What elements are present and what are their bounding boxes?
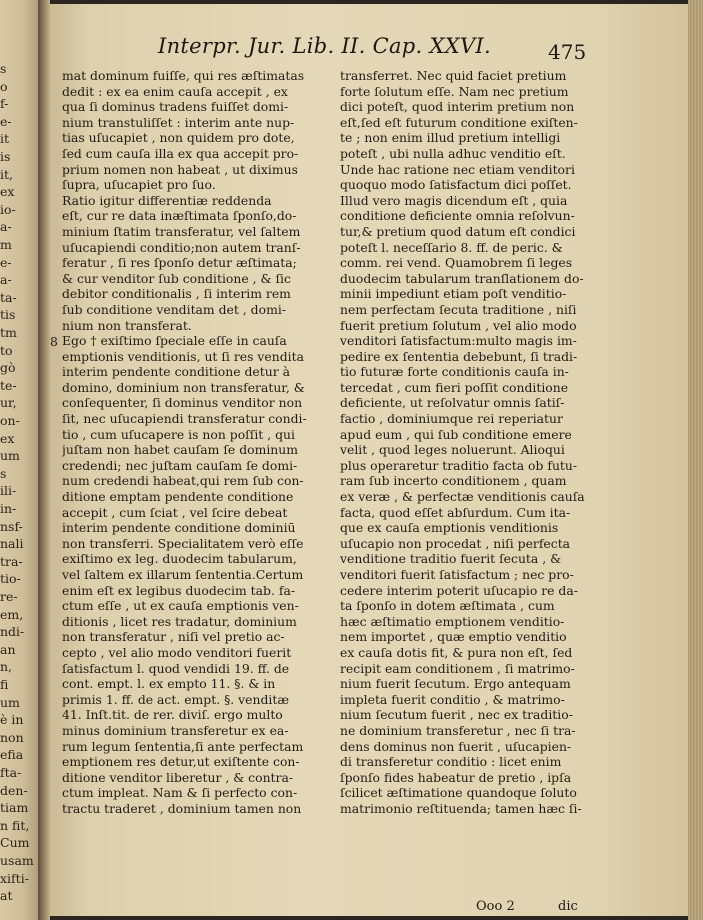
- page-number: 475: [548, 40, 587, 64]
- left-page-text-fragment: io-: [0, 202, 16, 217]
- text-line: ſatisfactum l. quod vendidi 19. ff. de: [62, 660, 290, 676]
- text-line: cepto , vel alio modo venditori fuerit: [62, 644, 292, 660]
- left-page-text-fragment: um: [0, 449, 20, 464]
- text-line: pedire ex ſententia debebunt, ſi tradi-: [340, 348, 578, 364]
- left-page-text-fragment: a-: [0, 220, 12, 235]
- text-line: te ; non enim illud pretium intelligi: [340, 130, 561, 146]
- left-page-text-fragment: ta-: [0, 290, 17, 305]
- text-line: juſtam non habet cauſam ſe dominum: [62, 442, 299, 458]
- text-line: ſcilicet æſtimatione quandoque ſoluto: [340, 785, 577, 801]
- text-line: uſucapiendi conditio;non autem tranſ-: [62, 239, 301, 255]
- text-line: ex cauſa dotis fit, & pura non eſt, ſed: [340, 644, 573, 660]
- signature-mark: Ooo 2: [476, 899, 515, 914]
- right-text-column: [340, 68, 620, 817]
- text-line: Ratio igitur differentiæ reddenda: [62, 192, 272, 208]
- left-page-text-fragment: em,: [0, 607, 24, 622]
- text-line: venditione traditio fuerit ſecuta , &: [340, 551, 562, 567]
- left-page-text-fragment: on-: [0, 414, 20, 428]
- text-line: venditori ſatisfactum:multo magis im-: [340, 333, 577, 349]
- text-line: tias uſucapiet , non quidem pro dote,: [62, 130, 295, 146]
- text-line: ſupra, uſucapiet pro ſuo.: [62, 177, 216, 193]
- text-line: tur,& pretium quod datum eſt condici: [340, 223, 576, 239]
- left-page-text-fragment: e-: [0, 255, 12, 270]
- text-line: ditione venditor liberetur , & contra-: [62, 769, 294, 785]
- text-line: primis 1. ff. de act. empt. §. venditæ: [62, 691, 289, 707]
- text-line: ctum eſſe , ut ex cauſa emptionis ven-: [62, 598, 299, 614]
- text-line: minii impediunt etiam poſt venditio-: [340, 286, 567, 302]
- page-edge: [688, 0, 703, 920]
- text-line: que ex cauſa emptionis venditionis: [340, 520, 559, 536]
- text-line: cedere interim poterit uſucapio re da-: [340, 582, 578, 598]
- running-header: Interpr. Jur. Lib. II. Cap. XXVI.: [158, 34, 491, 58]
- text-line: comm. rei vend. Quamobrem ſi leges: [340, 255, 573, 271]
- text-line: duodecim tabularum tranſlationem do-: [340, 270, 584, 286]
- text-line: ſponſo fides habeatur de pretio , ipſa: [340, 769, 572, 785]
- left-page-text-fragment: ur,: [0, 396, 17, 411]
- text-line: tio futuræ forte conditionis cauſa in-: [340, 364, 569, 380]
- left-page-text-fragment: e-: [0, 114, 12, 129]
- text-line: minus dominium transferetur ex ea-: [62, 722, 289, 738]
- text-line: emptionem res detur,ut exiſtente con-: [62, 754, 300, 770]
- text-line: exiſtimo ex leg. duodecim tabularum,: [62, 551, 297, 567]
- catchword: dic: [558, 899, 578, 914]
- text-line: credendi; nec juſtam cauſam ſe domi-: [62, 457, 298, 473]
- left-page-text-fragment: nali: [0, 537, 24, 552]
- text-line: fuerit pretium ſolutum , vel alio modo: [340, 317, 577, 333]
- left-page-text-fragment: fi: [0, 678, 9, 692]
- text-line: recipit eam conditionem , ſi matrimo-: [340, 660, 575, 676]
- text-line: tercedat , cum fieri poſſit conditione: [340, 379, 569, 395]
- text-line: impleta fuerit conditio , & matrimo-: [340, 691, 565, 707]
- left-page-text-fragment: usam: [0, 854, 34, 868]
- text-line: conditione deficiente omnia reſolvun-: [340, 208, 575, 224]
- text-line: enim eſt ex legibus duodecim tab. fa-: [62, 582, 296, 598]
- text-line: 41. Inſt.tit. de rer. diviſ. ergo multo: [62, 707, 283, 723]
- text-line: emptionis venditionis, ut ſi res vendita: [62, 348, 304, 364]
- text-line: eſt,ſed eſt futurum conditione exiſten-: [340, 114, 578, 130]
- left-page-text-fragment: ili-: [0, 484, 17, 499]
- margin-number: 8: [50, 334, 58, 349]
- text-line: cont. empt. l. ex empto 11. §. & in: [62, 676, 276, 692]
- text-line: poteſt l. neceſſario 8. ff. de peric. &: [340, 239, 563, 255]
- left-page-text-fragment: tiam: [0, 801, 29, 816]
- text-line: dens dominus non fuerit , uſucapien-: [340, 738, 572, 754]
- left-page-text-fragment: to: [0, 343, 13, 358]
- text-line: interim pendente conditione detur à: [62, 364, 290, 380]
- text-line: qua ſi dominus tradens fuiſſet domi-: [62, 99, 289, 115]
- text-line: facta, quod eſſet abſurdum. Cum ita-: [340, 504, 571, 520]
- left-page-text-fragment: a-: [0, 273, 12, 288]
- text-line: di transferetur conditio : licet enim: [340, 754, 562, 770]
- left-page-text-fragment: ex: [0, 185, 15, 200]
- left-page-text-fragment: is: [0, 150, 11, 164]
- left-page-text-fragment: efia: [0, 748, 24, 763]
- text-line: Ego † exiſtimo ſpeciale eſſe in cauſa: [62, 333, 287, 349]
- left-page-text-fragment: Cum: [0, 836, 30, 851]
- text-line: & cur venditor ſub conditione , & ſic: [62, 270, 291, 286]
- text-line: mat dominum fuiſſe, qui res æſtimatas: [62, 68, 305, 83]
- left-page-text-fragment: nsf-: [0, 519, 23, 534]
- left-page-text-fragment: ex: [0, 431, 15, 446]
- left-page-text-fragment: o: [0, 79, 8, 94]
- text-line: nium transtuliſſet : interim ante nup-: [62, 114, 295, 130]
- text-line: ctum impleat. Nam & ſi perfecto con-: [62, 785, 298, 801]
- text-line: ditionis , licet res tradatur, dominium: [62, 613, 297, 629]
- left-page-text-fragment: at: [0, 889, 13, 904]
- left-page-text-fragment: in-: [0, 502, 17, 516]
- text-line: deficiente, ut reſolvatur omnis ſatiſ-: [340, 395, 565, 411]
- text-line: ne dominium transferetur , nec ſi tra-: [340, 722, 576, 738]
- text-line: non transferri. Specialitatem verò eſſe: [62, 535, 304, 551]
- text-line: num credendi habeat,qui rem ſub con-: [62, 473, 304, 489]
- text-line: nium ſecutum fuerit , nec ex traditio-: [340, 707, 573, 723]
- text-line: vel ſaltem ex illarum ſententia.Certum: [62, 567, 304, 582]
- text-line: domino, dominium non transferatur, &: [62, 379, 305, 395]
- text-line: nium non transferat.: [62, 317, 192, 333]
- text-line: minium ſtatim transferatur, vel ſaltem: [62, 223, 301, 239]
- text-line: factio , dominiumque rei reperiatur: [340, 411, 563, 427]
- left-page-text-fragment: m: [0, 238, 12, 252]
- text-line: dici poteſt, quod interim pretium non: [340, 99, 575, 115]
- text-line: plus operaretur traditio facta ob futu-: [340, 457, 578, 473]
- left-page-text-fragment: den-: [0, 783, 28, 798]
- text-line: Illud vero magis dicendum eſt , quia: [340, 192, 568, 208]
- text-line: ſed cum cauſa illa ex qua accepit pro-: [62, 145, 299, 161]
- left-page-text-fragment: xifti-: [0, 871, 29, 886]
- text-line: ſit, nec uſucapiendi transferatur condi-: [62, 411, 307, 427]
- text-line: feratur , ſi res ſponſo detur æſtimata;: [62, 255, 297, 271]
- text-line: forte ſolutum eſſe. Nam nec pretium: [340, 83, 569, 99]
- text-line: rum legum ſententia,ſi ante perfectam: [62, 738, 304, 754]
- left-page-text-fragment: f-: [0, 97, 9, 112]
- left-page-text-fragment: non: [0, 730, 24, 745]
- text-line: conſequenter, ſi dominus venditor non: [62, 395, 303, 411]
- text-line: ditione emptam pendente conditione: [62, 489, 294, 505]
- left-page-text-fragment: tio-: [0, 572, 21, 587]
- left-page-text-fragment: n fit,: [0, 818, 30, 833]
- left-page-fragment: [0, 0, 38, 920]
- left-page-text-fragment: te-: [0, 378, 17, 393]
- text-line: eſt, cur re data inæſtimata ſponſo,do-: [62, 208, 297, 224]
- left-page-text-fragment: è in: [0, 713, 24, 728]
- text-line: nem perfectam ſecuta traditione , niſi: [340, 301, 577, 317]
- left-page-text-fragment: s: [0, 466, 7, 481]
- text-line: ta ſponſo in dotem æſtimata , cum: [340, 598, 555, 614]
- left-text-column: [62, 68, 334, 817]
- text-line: hæc æſtimatio emptionem venditio-: [340, 613, 565, 629]
- text-line: venditori fuerit ſatisfactum ; nec pro-: [340, 567, 574, 582]
- text-line: tio , cum uſucapere is non poſſit , qui: [62, 426, 295, 442]
- text-line: prium nomen non habeat , ut diximus: [62, 161, 298, 177]
- left-page-text-fragment: re-: [0, 590, 18, 604]
- left-page-text-fragment: tra-: [0, 554, 23, 569]
- left-page-text-fragment: ndi-: [0, 625, 25, 640]
- left-page-text-fragment: gò: [0, 361, 16, 376]
- text-line: debitor conditionalis , ſi interim rem: [62, 286, 291, 302]
- text-line: nem importet , quæ emptio venditio: [340, 629, 567, 645]
- text-line: matrimonio reſtituenda; tamen hæc ſi-: [340, 800, 582, 816]
- text-line: quoquo modo ſatisfactum dici poſſet.: [340, 177, 572, 193]
- book-page: [50, 4, 690, 916]
- text-line: transferret. Nec quid faciet pretium: [340, 68, 567, 83]
- left-page-text-fragment: um: [0, 695, 20, 710]
- text-line: ſub conditione venditam det , domi-: [62, 301, 286, 317]
- text-line: Unde hac ratione nec etiam venditori: [340, 161, 575, 177]
- text-line: tractu traderet , dominium tamen non: [62, 800, 302, 816]
- text-line: nium fuerit ſecutum. Ergo antequam: [340, 676, 571, 692]
- left-page-text-fragment: an: [0, 642, 16, 657]
- left-page-text-fragment: n,: [0, 660, 13, 675]
- left-page-text-fragment: tis: [0, 308, 16, 323]
- text-line: ram ſub incerto conditionem , quam: [340, 473, 567, 489]
- left-page-text-fragment: s: [0, 62, 7, 76]
- text-line: interim pendente conditione dominiū: [62, 520, 296, 536]
- left-page-text-fragment: tm: [0, 326, 17, 340]
- left-page-text-fragment: it,: [0, 167, 13, 182]
- text-line: accepit , cum ſciat , vel ſcire debeat: [62, 504, 288, 520]
- text-line: non transferatur , niſi vel pretio ac-: [62, 629, 285, 645]
- text-line: dedit : ex ea enim cauſa accepit , ex: [62, 83, 288, 99]
- text-line: apud eum , qui ſub conditione emere: [340, 426, 572, 442]
- book-gutter: [38, 0, 50, 920]
- text-line: uſucapio non procedat , niſi perfecta: [340, 535, 571, 551]
- left-page-text-fragment: fta-: [0, 766, 22, 780]
- text-line: poteſt , ubi nulla adhuc venditio eſt.: [340, 145, 566, 161]
- text-line: ex veræ , & perfectæ venditionis cauſa: [340, 489, 585, 505]
- text-line: velit , quod leges noluerunt. Alioqui: [340, 442, 565, 458]
- left-page-text-fragment: it: [0, 132, 10, 147]
